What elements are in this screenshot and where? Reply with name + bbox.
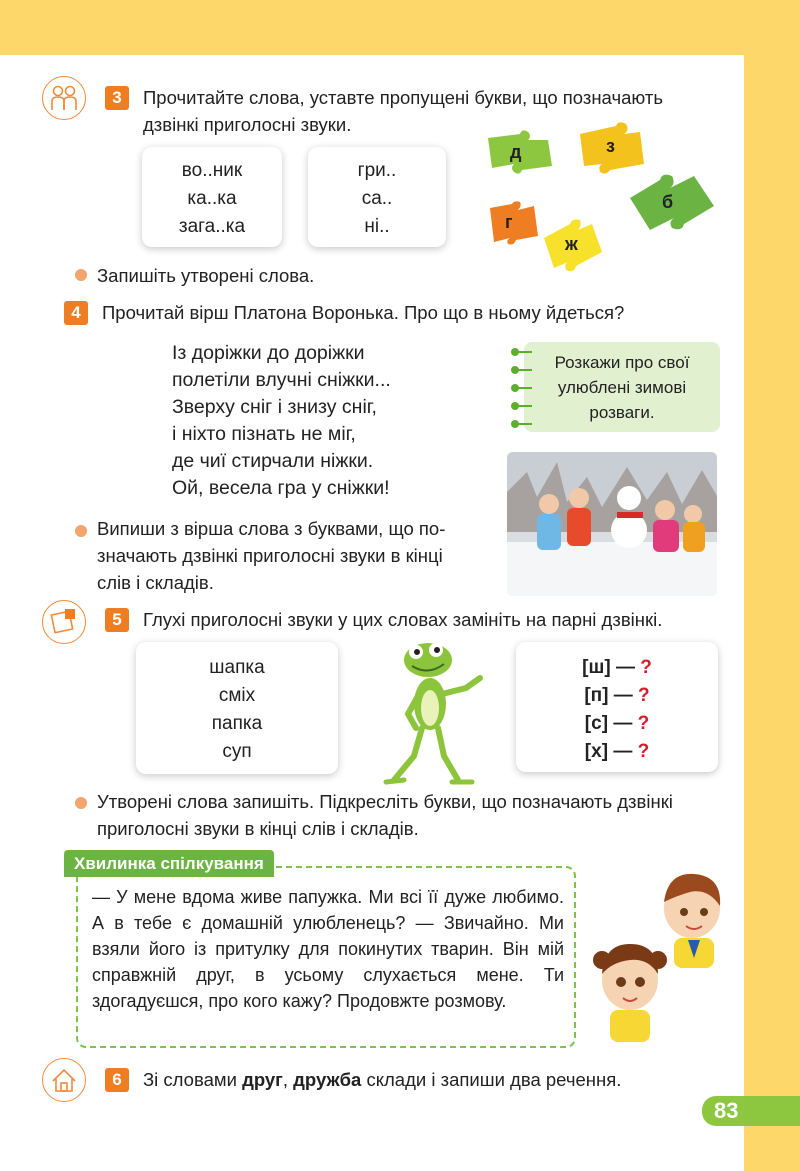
- bullet-icon: [75, 525, 87, 537]
- task3-text: Прочитайте слова, уставте пропущені букви, що позначають дзвінкі приголосні звуки.: [143, 87, 663, 135]
- poem: Із доріжки до доріжки полетіли влучні сніжки... Зверху сніг і знизу сніг, і ніхто пізнать не міг, де чиї стирчали ніжки. Ой, весела гра у сніжки!: [172, 342, 391, 499]
- top-band: [0, 0, 800, 55]
- task4-text: Прочитай вірш Платона Воронька. Про що в ньому йдеться?: [102, 302, 625, 323]
- bullet-icon: [75, 269, 87, 281]
- dialog-text: — У мене вдома живе папужка. Ми всі її дуже любимо. А в тебе є домашній улюбленець? — Звичайно. Ми взяли його із притулку для покинутих тварин. Він мій справжній друг, в усьому слухається мене. Ти здогадуєшся, про кого кажу? Продовжте розмову.: [92, 887, 564, 1011]
- puzzle-letter-d: д: [510, 142, 522, 162]
- task4-number: 4: [64, 301, 88, 325]
- right-band: [744, 0, 800, 1171]
- puzzle-letter-zh: ж: [565, 234, 578, 254]
- dialog-title: Хвилинка спілкування: [64, 850, 274, 877]
- bullet-icon: [75, 797, 87, 809]
- task3-card2: гри.. са.. ні..: [308, 147, 446, 247]
- pair-work-icon: [42, 76, 86, 120]
- puzzle-letter-z: з: [606, 136, 615, 156]
- task5-sounds-card: [ш] — ? [п] — ? [с] — ? [х] — ?: [516, 642, 718, 772]
- task6-text: Зі словами друг, дружба склади і запиши два речення.: [143, 1069, 622, 1090]
- task5-bullet-text: Утворені слова запишіть. Підкресліть букви, що позначають дзвінкі приголосні звуки в кінці слів і складів.: [97, 791, 673, 839]
- task3-card1: во..ник ка..ка зага..ка: [142, 147, 282, 247]
- task3-bullet-text: Запишіть утворені слова.: [97, 265, 315, 286]
- task5-words-card: шапка сміх папка суп: [136, 642, 338, 774]
- tip-box: Розкажи про свої улюблені зимові розваги.: [524, 342, 720, 432]
- winter-photo: [507, 452, 717, 596]
- kids-illustration: [590, 862, 730, 1048]
- puzzle-piece-g: [486, 200, 542, 250]
- page-number: 83: [702, 1096, 800, 1126]
- frog-illustration: [380, 638, 498, 788]
- task4-bullet-text: Випиши з вірша слова з буквами, що по- значають дзвінкі приголосні звуки в кінці слів і складів.: [97, 518, 446, 593]
- puzzle-letter-b: б: [662, 192, 674, 212]
- task3-number: 3: [105, 86, 129, 110]
- task5-text: Глухі приголосні звуки у цих словах замініть на парні дзвінкі.: [143, 609, 663, 630]
- puzzle-letter-g: г: [505, 212, 513, 232]
- task5-number: 5: [105, 608, 129, 632]
- home-icon: [42, 1058, 86, 1102]
- puzzle-icon: [42, 600, 86, 644]
- task6-number: 6: [105, 1068, 129, 1092]
